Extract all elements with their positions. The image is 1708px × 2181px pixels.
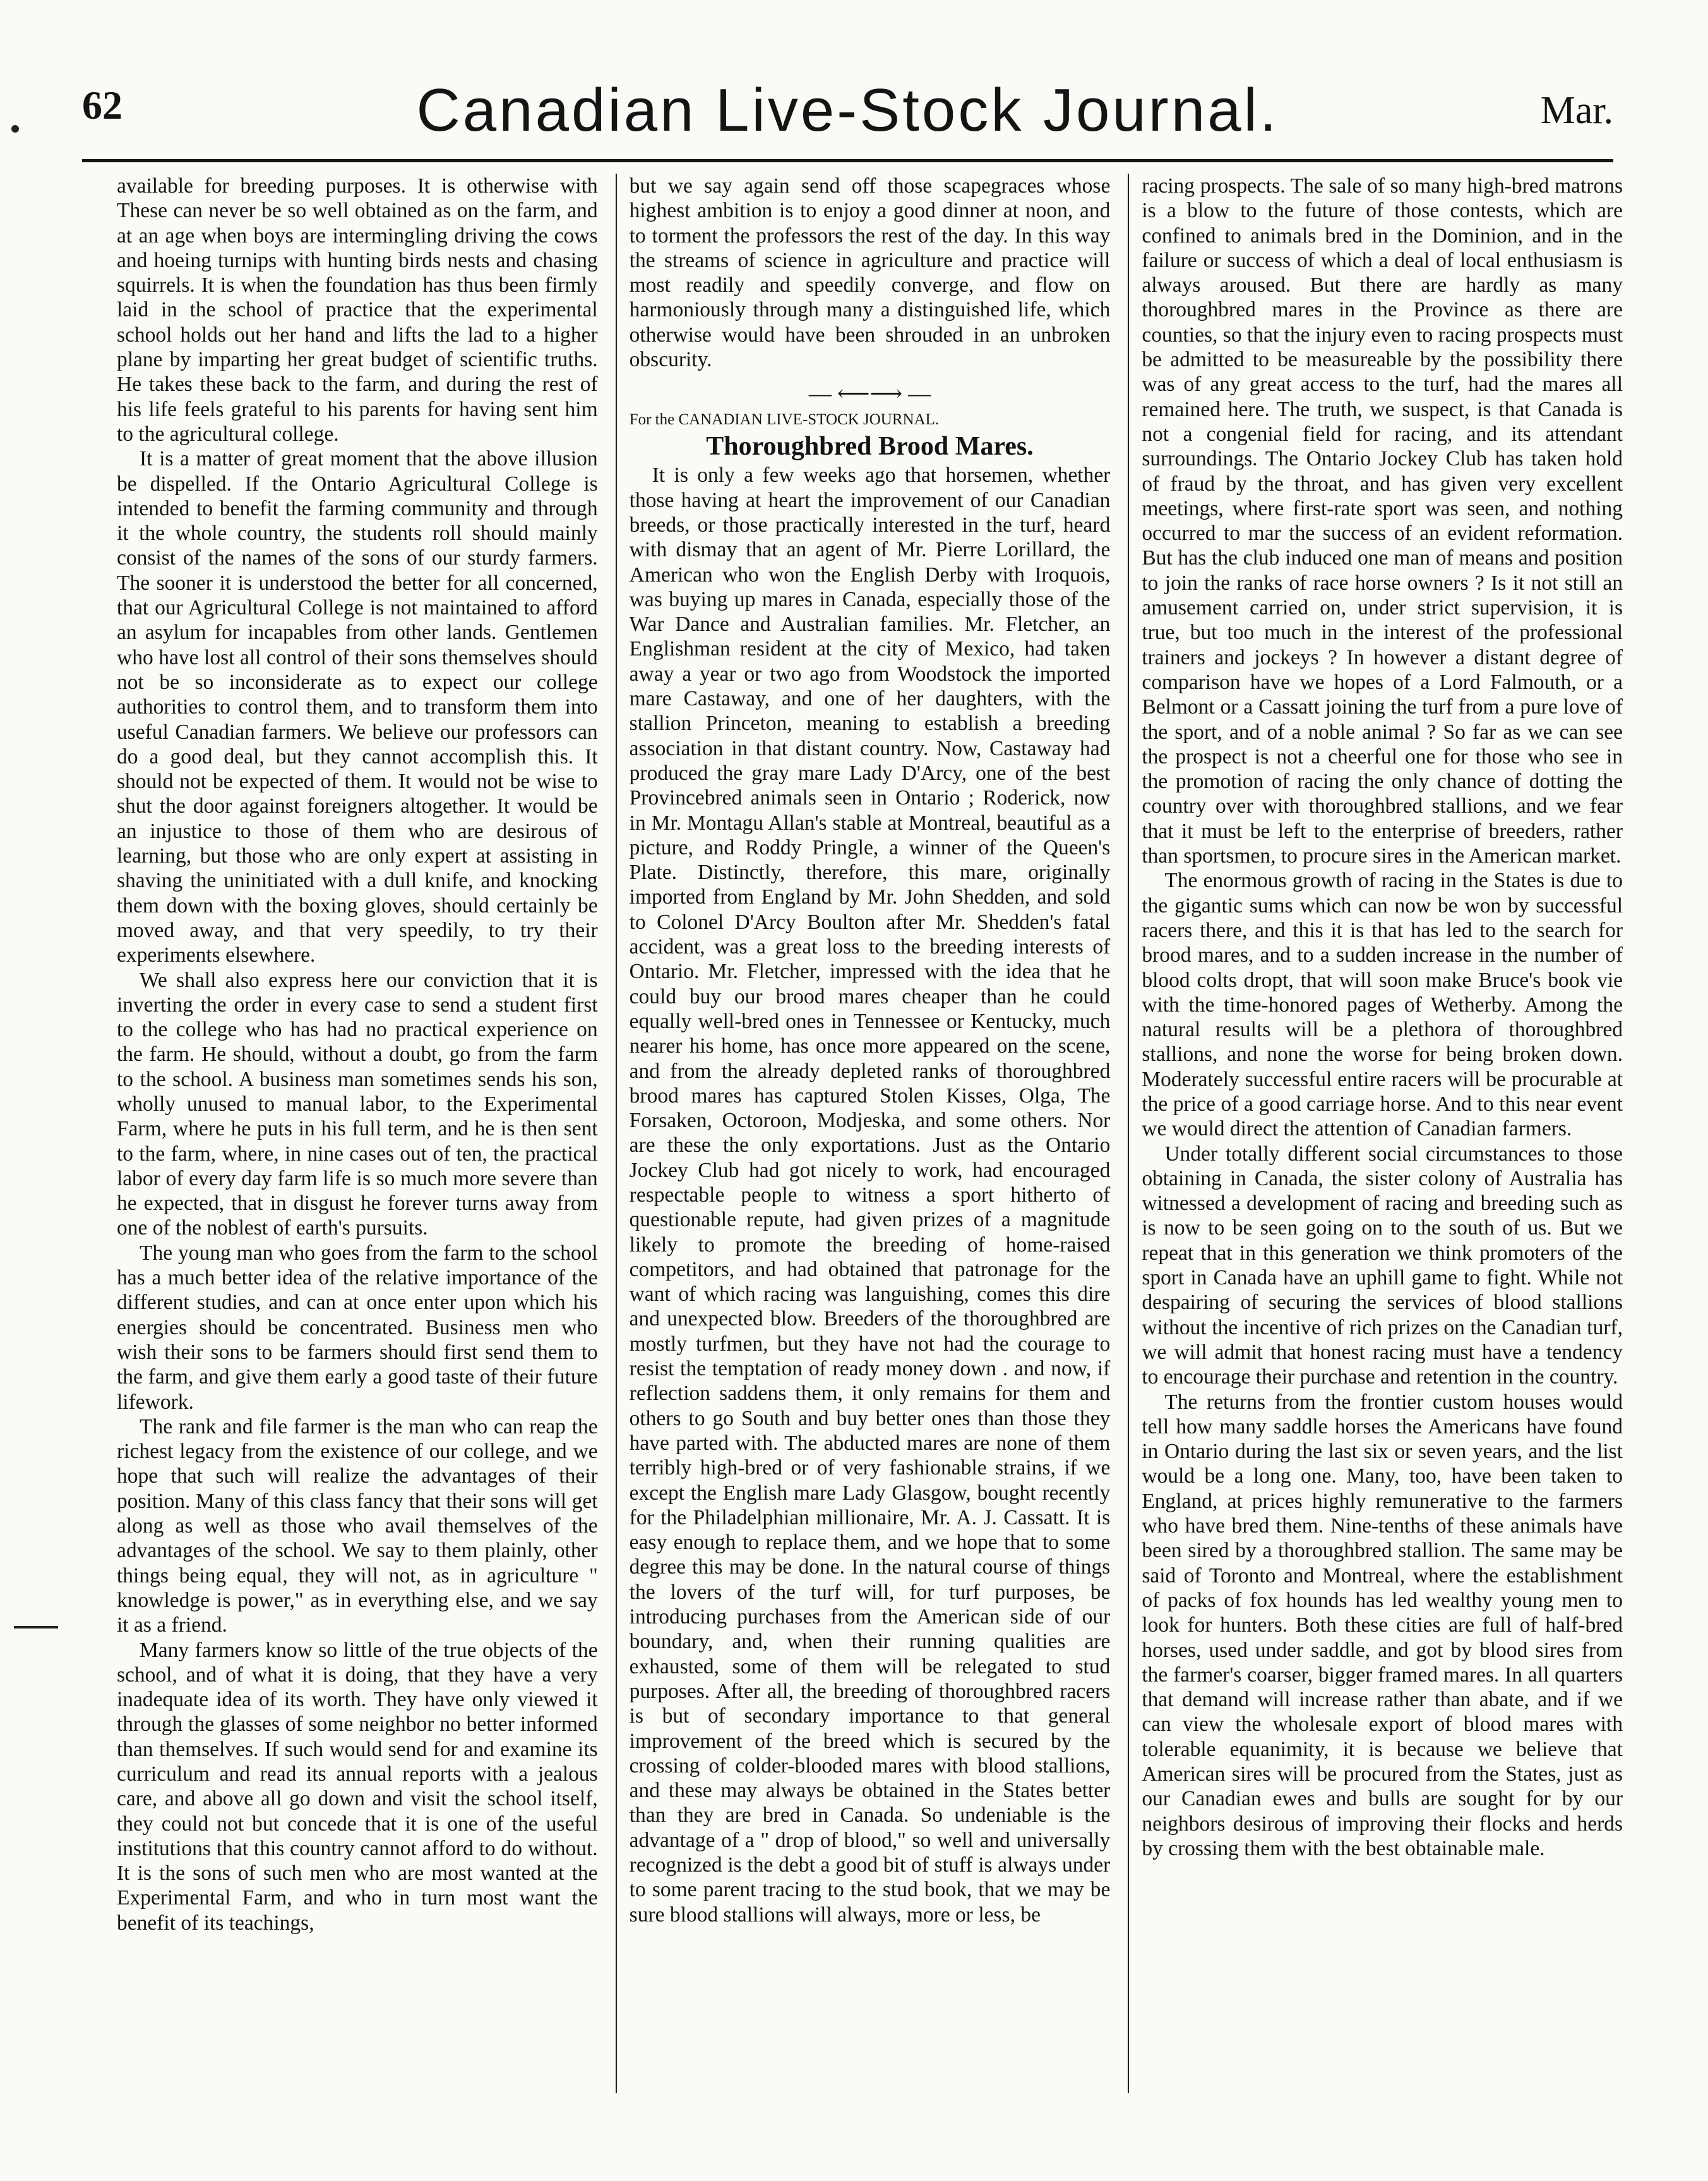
column-3: [1128, 174, 1623, 2093]
column-1: [117, 174, 598, 2093]
margin-dash: [14, 1626, 58, 1628]
article-columns: [117, 174, 1623, 2093]
journal-title: Canadian Live-Stock Journal.: [416, 76, 1279, 144]
page-header: [82, 76, 1613, 152]
article-headline: Thoroughbred Brood Mares.: [706, 432, 1034, 462]
paragraph: available for breeding purposes. It is otherwise with These can never be so well obtained as on the farm, and at an age when boys are intermingling driving the cows and hoeing turnips with hunting birds nests and chasing squirrels. It is when the foundation has thus been firmly laid in the school of practice that the experimental school holds out her hand and lifts the lad to a higher plane by imparting her great budget of scientific truths. He takes these back to the farm, and during the rest of his life feels grateful to his parents for having sent him to the agricultural college.: [117, 174, 598, 446]
column-2: [616, 174, 1111, 2093]
article-credit: For the CANADIAN LIVE-STOCK JOURNAL.: [629, 411, 940, 429]
paragraph: We shall also express here our conviction that it is inverting the order in every case to send a student first to the college who has had no practical experience on the farm. He should, without a doubt, go from the farm to the school. A business man sometimes sends his son, wholly unused to manual labor, to the Experimental Farm, where he puts in his full term, and he is then sent to the farm, where, in nine cases out of ten, the practical labor of every day farm life is so much more severe than he expected, that in disgust he forever turns away from one of the noblest of earth's pursuits.: [117, 968, 598, 1240]
issue-month: Mar.: [1540, 89, 1613, 132]
paragraph: The returns from the frontier custom houses would tell how many saddle horses the Americans have found in Ontario during the last six or seven years, and the list would be a long one. Many, too, have been taken to England, at prices highly remunerative to the farmers who have bred them. Nine-tenths of these animals have been sired by a thoroughbred stallion. The same may be said of Toronto and Montreal, where the establishment of packs of fox hounds has led wealthy young men to look for hunters. Both these cities are full of half-bred horses, used under saddle, and got by blood sires from the farmer's coarser, bigger framed mares. In all quarters that demand will increase rather than abate, and if we can view the wholesale export of blood mares with tolerable equanimity, it is because we believe that American sires will be procured from the States, just as our Canadian ewes and bulls are sought for by our neighbors desirous of improving their flocks and herds by crossing them with the best obtainable male.: [1142, 1390, 1623, 1860]
section-divider: — ⟵⟶ —: [808, 381, 931, 407]
paragraph: It is a matter of great moment that the above illusion be dispelled. If the Ontario Agricultural College is intended to benefit the farming community and through it the whole country, the students roll should mainly consist of the names of the sons of our sturdy farmers. The sooner it is understood the better for all concerned, that our Agricultural College is not maintained to afford an asylum for incapables from other lands. Gentlemen who have lost all control of their sons themselves should not be so inconsiderate as to expect our college authorities to control them, and to transform them into useful Canadian farmers. We believe our professors can do a good deal, but they cannot accomplish this. It should not be expected of them. It would not be wise to shut the door against foreigners altogether. It would be an injustice to those of them who are desirous of learning, but those who are only expert at assisting in shaving the uninitiated with a dull knife, and knocking them down with the boxing gloves, should certainly be moved away, and that very speedily, to try their experiments elsewhere.: [117, 447, 598, 967]
paragraph: racing prospects. The sale of so many high-bred matrons is a blow to the future of those contests, which are confined to animals bred in the Dominion, and in the failure or success of which a deal of local enthusiasm is always aroused. But there are hardly as many thoroughbred mares in the Province as there are counties, so that the injury even to racing prospects must be admitted to be measureable by the possibility there was of any great access to the turf, had the mares all remained here. The truth, we suspect, is that Canada is not a congenial field for racing, and its attendant surroundings. The Ontario Jockey Club has taken hold of fraud by the throat, and has given very excellent meetings, where first-rate sport was seen, and nothing occurred to mar the success of an evident reformation. But has the club induced one man of means and position to join the ranks of race horse owners ? Is it not still an amusement carried on, under strict supervision, it is true, but too much in the interest of the professional trainers and jockeys ? In however a distant degree of comparison have we hopes of a Lord Falmouth, or a Belmont or a Cassatt joining the turf from a pure love of the sport, and of a noble animal ? So far as we can see the prospect is not a cheerful one for those who see in the promotion of racing the only chance of dotting the country over with thoroughbred stallions, and we fear that it must be left to the enterprise of breeders, rather than sportsmen, to procure sires in the American market.: [1142, 174, 1623, 868]
page-number: 62: [82, 83, 122, 128]
paragraph: Under totally different social circumstances to those obtaining in Canada, the sister colony of Australia has witnessed a development of racing and breeding such as is now to be seen going on to the south of us. But we repeat that in this generation we think promoters of the sport in Canada have an uphill game to fight. While not despairing of securing the services of blood stallions without the incentive of rich prizes on the Canadian turf, we will admit that honest racing must have a tendency to encourage their purchase and retention in the country.: [1142, 1142, 1623, 1389]
header-rule: [82, 159, 1613, 162]
paragraph: The rank and file farmer is the man who can reap the richest legacy from the existence of our college, and we hope that such will realize the advantages of their position. Many of this class fancy that their sons will get along as well as those who avail themselves of the advantages of the school. We say to them plainly, other things being equal, they will not, as in agriculture " knowledge is power," as in everything else, and we say it as a friend.: [117, 1414, 598, 1637]
paragraph: The enormous growth of racing in the States is due to the gigantic sums which can now be won by successful racers there, and this it is that has led to the search for brood mares, and to a sudden increase in the number of blood colts dropt, that will soon make Bruce's book vie with the time-honored pages of Wetherby. Among the natural results will be a plethora of thoroughbred stallions, and none the worse for being broken down. Moderately successful entire racers will be procurable at the price of a good carriage horse. And to this near event we would direct the attention of Canadian farmers.: [1142, 869, 1623, 1141]
paragraph: The young man who goes from the farm to the school has a much better idea of the relative importance of the different studies, and can at once enter upon which his energies should be concentrated. Business men who wish their sons to be farmers should first send them to the farm, and give them early a good taste of their future lifework.: [117, 1241, 598, 1414]
paragraph: but we say again send off those scapegraces whose highest ambition is to enjoy a good dinner at noon, and to torment the professors the rest of the day. In this way the streams of science in agriculture and practice will most readily and speedily converge, and flow on harmoniously through many a distinguished life, which otherwise would have been shrouded in an unbroken obscurity.: [629, 174, 1111, 372]
paragraph: It is only a few weeks ago that horsemen, whether those having at heart the improvement of our Canadian breeds, or those practically interested in the turf, heard with dismay that an agent of Mr. Pierre Lorillard, the American who won the English Derby with Iroquois, was buying up mares in Canada, especially those of the War Dance and Australian families. Mr. Fletcher, an Englishman resident at the city of Mexico, had taken away a year or two ago from Woodstock the imported mare Castaway, and one of her daughters, with the stallion Princeton, meaning to establish a breeding association in that distant country. Now, Castaway had produced the gray mare Lady D'Arcy, one of the best Provincebred animals seen in Ontario ; Roderick, now in Mr. Montagu Allan's stable at Montreal, beautiful as a picture, and Roddy Pringle, a winner of the Queen's Plate. Distinctly, therefore, this mare, originally imported from England by Mr. John Shedden, and sold to Colonel D'Arcy Boulton after Mr. Shedden's fatal accident, was a great loss to the breeding interests of Ontario. Mr. Fletcher, impressed with the idea that he could buy our brood mares cheaper than he could equally well-bred ones in Tennessee or Kentucky, much nearer his home, has once more appeared on the scene, and from the already depleted ranks of thoroughbred brood mares has captured Stolen Kisses, Olga, The Forsaken, Octoroon, Modjeska, and some others. Nor are these the only exportations. Just as the Ontario Jockey Club had got nicely to work, had encouraged respectable people to witness a sport hitherto of questionable repute, had given prizes of a magnitude likely to promote the breeding of home-raised competitors, and had obtained that patronage for the want of which racing was languishing, comes this dire and unexpected blow. Breeders of the thoroughbred are mostly turfmen, but they have not had the courage to resist the temptation of ready money down . and now, if reflection saddens them, it only remains for them and others to go South and buy better ones than those they have parted with. The abducted mares are none of them terribly high-bred or of very fashionable strains, if we except the English mare Lady Glasgow, bought recently for the Philadelphian millionaire, Mr. A. J. Cassatt. It is easy enough to replace them, and we hope that to some degree this may be done. In the natural course of things the lovers of the turf will, for turf purposes, be introducing purchases from the American side of our boundary, and, when their running qualities are exhausted, some of them will be relegated to stud purposes. After all, the breeding of thoroughbred racers is but of secondary importance to that general improvement of the breed which is secured by the crossing of colder-blooded mares with blood stallions, and these may always be obtained in the States better than they are bred in Canada. So undeniable is the advantage of a " drop of blood," so well and universally recognized is the debt a good bit of stuff is always under to some parent tracing to the stud book, that we may be sure blood stallions will always, more or less, be: [629, 463, 1111, 1927]
paragraph: Many farmers know so little of the true objects of the school, and of what it is doing, that they have a very inadequate idea of its worth. They have only viewed it through the glasses of some neighbor no better informed than themselves. If such would send for and examine its curriculum and read its annual reports with a jealous care, and above all go down and visit the school itself, they could not but concede that it is one of the useful institutions that this country cannot afford to do without. It is the sons of such men who are most wanted at the Experimental Farm, and who in turn most want the benefit of its teachings,: [117, 1638, 598, 1935]
margin-dot: [11, 125, 19, 133]
